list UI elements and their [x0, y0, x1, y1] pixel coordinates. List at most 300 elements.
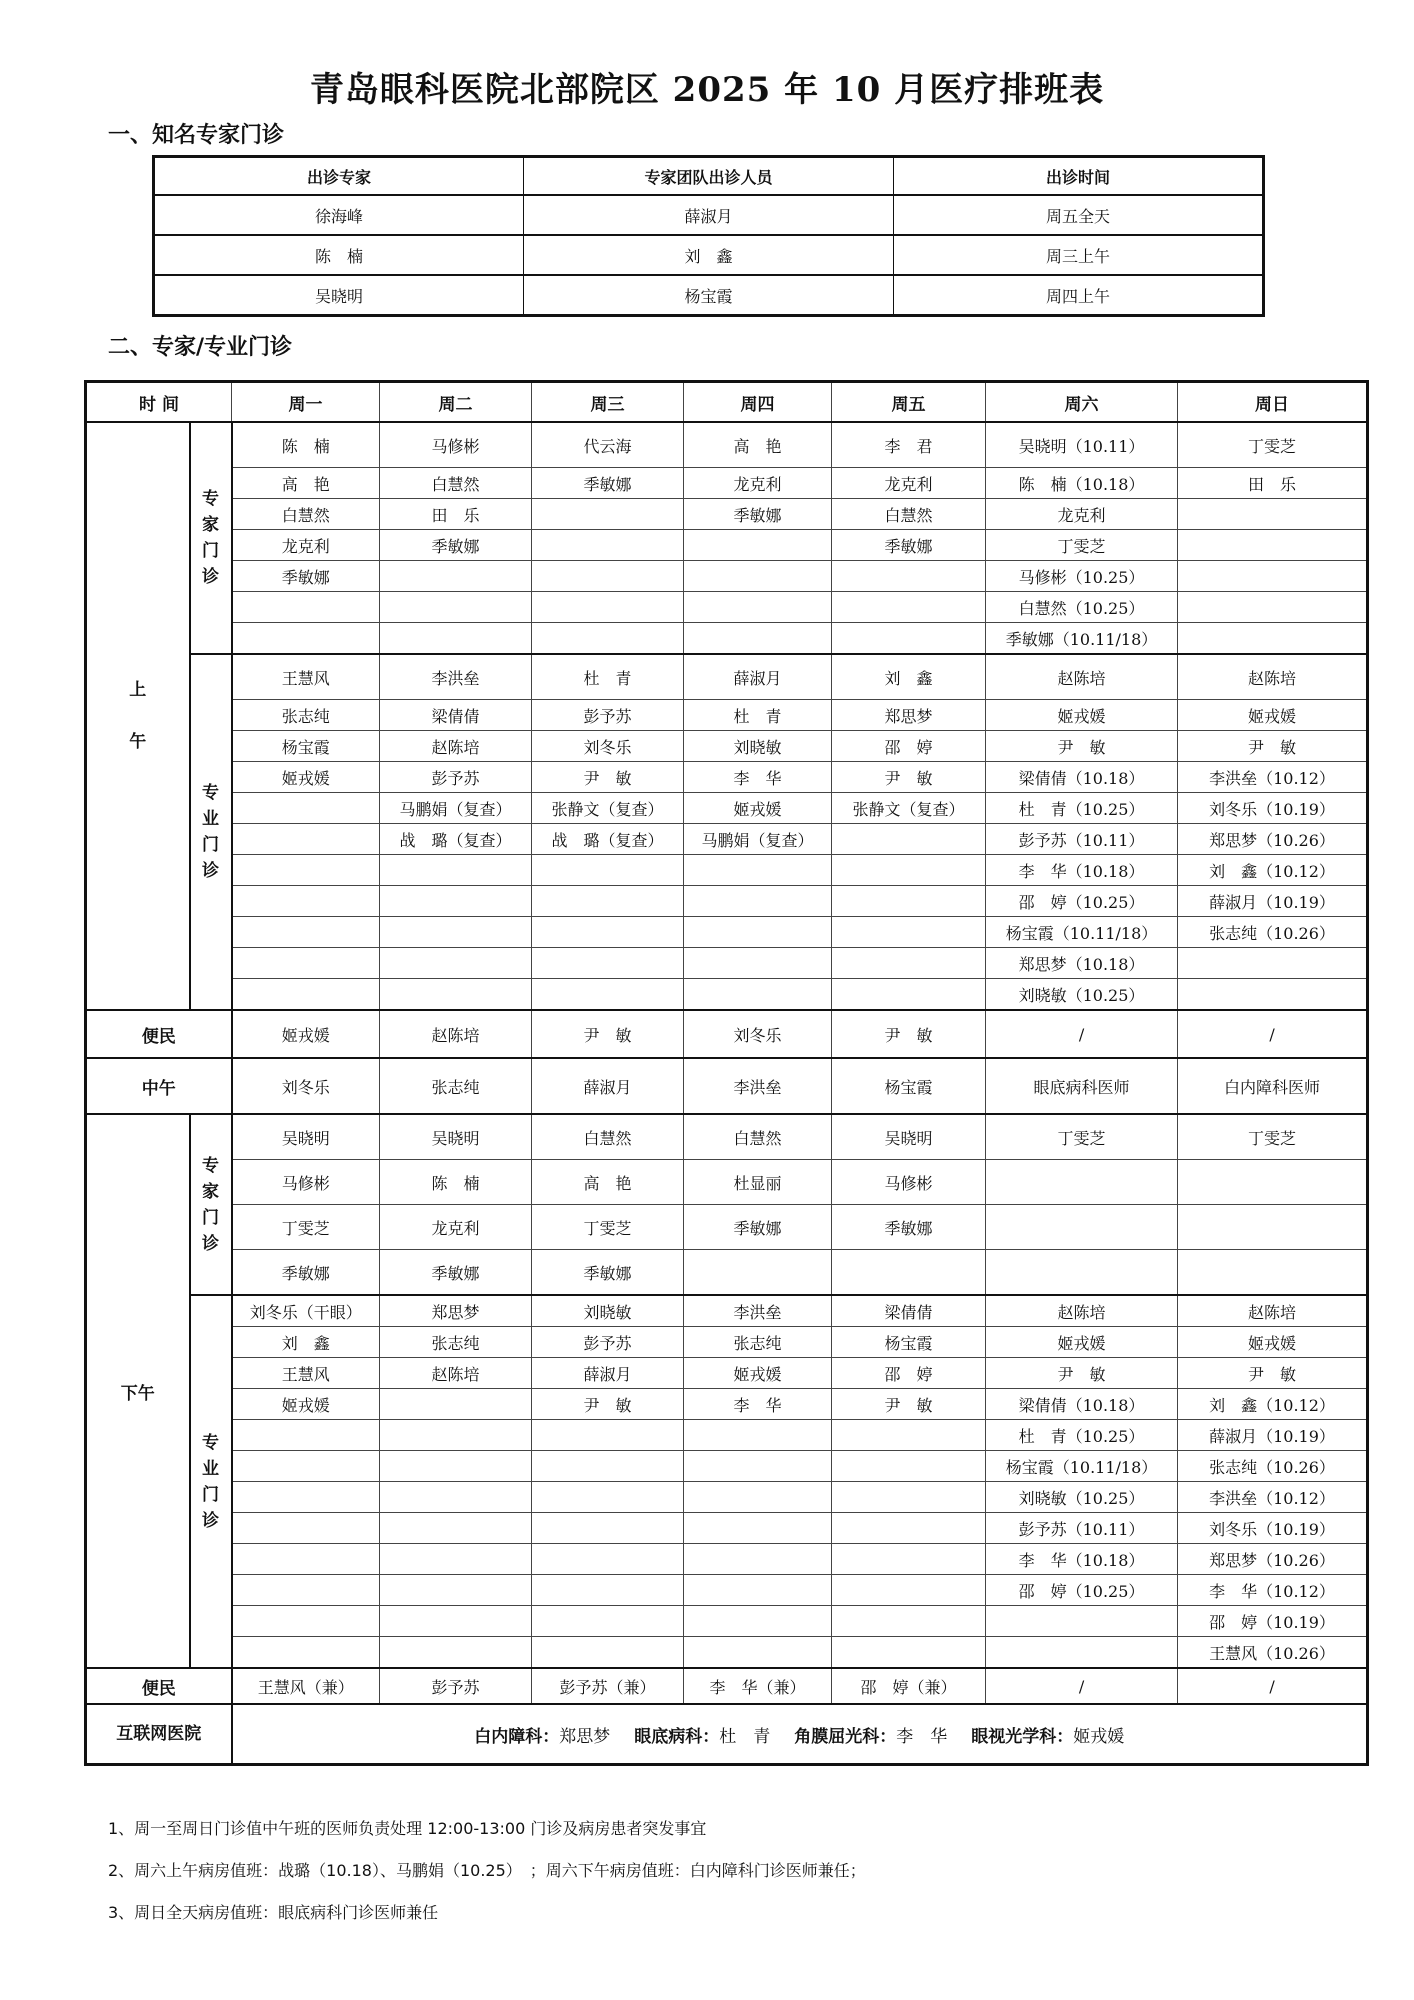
- schedule-cell: [532, 1606, 684, 1637]
- schedule-cell: [832, 1451, 986, 1482]
- schedule-cell: 李 华（10.18）: [986, 855, 1178, 886]
- schedule-cell: [684, 948, 832, 979]
- schedule-cell: 张志纯（10.26）: [1178, 917, 1368, 948]
- schedule-cell: 杜 青: [532, 654, 684, 700]
- schedule-cell: [832, 979, 986, 1011]
- time-header: 时 间: [86, 382, 232, 423]
- schedule-cell: 丁雯芝: [232, 1205, 380, 1250]
- schedule-cell: 杨宝霞: [232, 731, 380, 762]
- schedule-cell: 张志纯: [232, 700, 380, 731]
- schedule-cell: 梁倩倩（10.18）: [986, 762, 1178, 793]
- schedule-cell: 龙克利: [380, 1205, 532, 1250]
- schedule-cell: [232, 1544, 380, 1575]
- schedule-cell: 马修彬: [380, 422, 532, 468]
- schedule-cell: [1178, 623, 1368, 655]
- schedule-cell: 薛淑月: [684, 654, 832, 700]
- schedule-cell: [380, 1637, 532, 1669]
- schedule-cell: 张静文（复查）: [832, 793, 986, 824]
- table-row: [86, 1160, 1368, 1205]
- schedule-cell: [380, 1482, 532, 1513]
- table-row: [86, 499, 1368, 530]
- schedule-cell: 姬戎媛: [232, 1010, 380, 1058]
- schedule-cell: [380, 1606, 532, 1637]
- schedule-cell: [684, 855, 832, 886]
- schedule-cell: 陈 楠（10.18）: [986, 468, 1178, 499]
- table-row: [86, 1513, 1368, 1544]
- schedule-cell: 季敏娜（10.11/18）: [986, 623, 1178, 655]
- schedule-cell: [832, 592, 986, 623]
- schedule-cell: [532, 530, 684, 561]
- schedule-cell: [684, 917, 832, 948]
- schedule-cell: 姬戎媛: [232, 762, 380, 793]
- table-row: [86, 1420, 1368, 1451]
- schedule-cell: 刘晓敏（10.25）: [986, 979, 1178, 1011]
- schedule-cell: [684, 979, 832, 1011]
- internet-dept-item: [971, 1727, 1124, 1747]
- schedule-cell: [532, 1451, 684, 1482]
- table-row: [86, 762, 1368, 793]
- schedule-cell: 季敏娜: [832, 530, 986, 561]
- dept-label: 白内障科：: [474, 1726, 560, 1747]
- table-row: [86, 824, 1368, 855]
- schedule-header: [86, 382, 1368, 423]
- schedule-cell: 田 乐: [1178, 468, 1368, 499]
- team-member: 薛淑月: [524, 195, 894, 235]
- schedule-cell: 龙克利: [986, 499, 1178, 530]
- schedule-cell: 梁倩倩（10.18）: [986, 1389, 1178, 1420]
- schedule-cell: 高 艳: [684, 422, 832, 468]
- schedule-cell: [532, 1420, 684, 1451]
- expert-clinic-table: [152, 155, 1265, 317]
- schedule-cell: 李 华（10.18）: [986, 1544, 1178, 1575]
- table-row: [86, 1010, 1368, 1058]
- table-row: [154, 195, 1264, 235]
- schedule-cell: 彭予苏: [532, 1327, 684, 1358]
- table-row: [86, 700, 1368, 731]
- schedule-cell: [986, 1606, 1178, 1637]
- doctor-name: 李 华: [896, 1726, 948, 1747]
- schedule-cell: 薛淑月（10.19）: [1178, 886, 1368, 917]
- schedule-cell: 赵陈培: [1178, 1295, 1368, 1327]
- schedule-cell: [1178, 948, 1368, 979]
- schedule-cell: 赵陈培: [380, 1010, 532, 1058]
- schedule-cell: [532, 1482, 684, 1513]
- schedule-cell: 李洪垒: [684, 1295, 832, 1327]
- schedule-cell: 丁雯芝: [1178, 1114, 1368, 1160]
- schedule-cell: 龙克利: [832, 468, 986, 499]
- schedule-cell: 彭予苏: [380, 1668, 532, 1704]
- team-member: 杨宝霞: [524, 275, 894, 316]
- schedule-cell: 刘冬乐: [684, 1010, 832, 1058]
- schedule-cell: [232, 793, 380, 824]
- table-row: [86, 979, 1368, 1011]
- schedule-cell: [684, 1637, 832, 1669]
- schedule-cell: 刘冬乐: [232, 1058, 380, 1114]
- schedule-cell: [380, 1575, 532, 1606]
- table-row: [86, 1114, 1368, 1160]
- schedule-cell: [232, 1606, 380, 1637]
- schedule-cell: 丁雯芝: [1178, 422, 1368, 468]
- table-row: [86, 917, 1368, 948]
- schedule-cell: 尹 敏: [986, 731, 1178, 762]
- schedule-cell: 马修彬: [832, 1160, 986, 1205]
- schedule-cell: [684, 592, 832, 623]
- internet-hospital-doctors: [232, 1704, 1368, 1765]
- schedule-cell: 张志纯: [380, 1058, 532, 1114]
- schedule-cell: [380, 979, 532, 1011]
- schedule-cell: [532, 1575, 684, 1606]
- table-row: [86, 1575, 1368, 1606]
- schedule-cell: [832, 948, 986, 979]
- schedule-cell: [380, 592, 532, 623]
- morning-label: 上 午: [86, 422, 190, 1010]
- table-row: [86, 1205, 1368, 1250]
- schedule-cell: 白慧然（10.25）: [986, 592, 1178, 623]
- table-row: [86, 855, 1368, 886]
- table-row: [86, 592, 1368, 623]
- specialty-clinic-label: 专 业 门 诊: [190, 654, 232, 1010]
- schedule-cell: 杨宝霞（10.11/18）: [986, 917, 1178, 948]
- schedule-cell: [1178, 1250, 1368, 1296]
- schedule-cell: 张志纯: [684, 1327, 832, 1358]
- schedule-cell: 赵陈培: [380, 731, 532, 762]
- schedule-cell: 刘冬乐: [532, 731, 684, 762]
- schedule-cell: 季敏娜: [380, 1250, 532, 1296]
- schedule-cell: 高 艳: [232, 468, 380, 499]
- schedule-cell: /: [986, 1668, 1178, 1704]
- expert-clinic-label: 专 家 门 诊: [190, 422, 232, 654]
- internet-dept-item: [474, 1727, 610, 1747]
- schedule-cell: 季敏娜: [380, 530, 532, 561]
- schedule-cell: [532, 917, 684, 948]
- schedule-cell: 尹 敏: [832, 1010, 986, 1058]
- day-header: 周五: [832, 382, 986, 423]
- schedule-cell: 薛淑月: [532, 1358, 684, 1389]
- schedule-cell: 李 华: [684, 1389, 832, 1420]
- schedule-cell: 刘 鑫: [832, 654, 986, 700]
- schedule-cell: 邵 婷（兼）: [832, 1668, 986, 1704]
- schedule-cell: 赵陈培: [380, 1358, 532, 1389]
- schedule-cell: [380, 855, 532, 886]
- schedule-cell: 梁倩倩: [832, 1295, 986, 1327]
- table-row: [86, 1637, 1368, 1669]
- expert-name: 徐海峰: [154, 195, 524, 235]
- schedule-cell: 王慧风（10.26）: [1178, 1637, 1368, 1669]
- schedule-cell: [232, 1575, 380, 1606]
- table-row: [86, 623, 1368, 655]
- schedule-cell: [1178, 979, 1368, 1011]
- schedule-cell: [1178, 1160, 1368, 1205]
- schedule-cell: 张志纯: [380, 1327, 532, 1358]
- schedule-cell: 邵 婷（10.19）: [1178, 1606, 1368, 1637]
- schedule-cell: [684, 623, 832, 655]
- header-cell: 出诊时间: [894, 157, 1264, 196]
- schedule-cell: [380, 1420, 532, 1451]
- schedule-cell: 尹 敏: [832, 1389, 986, 1420]
- schedule-cell: [832, 623, 986, 655]
- schedule-cell: [532, 1544, 684, 1575]
- schedule-cell: [684, 1420, 832, 1451]
- schedule-cell: 季敏娜: [232, 561, 380, 592]
- schedule-cell: 张静文（复查）: [532, 793, 684, 824]
- schedule-cell: [232, 917, 380, 948]
- schedule-cell: [232, 1420, 380, 1451]
- table-row: [86, 1544, 1368, 1575]
- schedule-cell: 白慧然: [684, 1114, 832, 1160]
- schedule-cell: 李 华（兼）: [684, 1668, 832, 1704]
- schedule-cell: 姬戎媛: [986, 700, 1178, 731]
- schedule-cell: [684, 530, 832, 561]
- schedule-cell: 姬戎媛: [232, 1389, 380, 1420]
- schedule-cell: 尹 敏: [532, 1010, 684, 1058]
- schedule-cell: 王慧风: [232, 654, 380, 700]
- schedule-cell: [232, 592, 380, 623]
- table-row: [86, 561, 1368, 592]
- doctor-name: 姬戎媛: [1073, 1726, 1125, 1747]
- schedule-cell: 白慧然: [832, 499, 986, 530]
- schedule-cell: [380, 1513, 532, 1544]
- schedule-cell: 尹 敏: [532, 1389, 684, 1420]
- schedule-cell: 马修彬: [232, 1160, 380, 1205]
- schedule-cell: [380, 917, 532, 948]
- schedule-cell: 邵 婷: [832, 1358, 986, 1389]
- expert-name: 陈 楠: [154, 235, 524, 275]
- weekly-schedule-table: [84, 380, 1369, 1766]
- clinic-time: 周四上午: [894, 275, 1264, 316]
- schedule-cell: [380, 561, 532, 592]
- schedule-cell: [232, 623, 380, 655]
- schedule-cell: [532, 855, 684, 886]
- table-row: [86, 422, 1368, 468]
- schedule-cell: 丁雯芝: [986, 1114, 1178, 1160]
- schedule-cell: 眼底病科医师: [986, 1058, 1178, 1114]
- schedule-cell: 杜 青（10.25）: [986, 793, 1178, 824]
- table-row: [86, 793, 1368, 824]
- schedule-cell: [684, 1606, 832, 1637]
- schedule-cell: [232, 1482, 380, 1513]
- table-row: [86, 468, 1368, 499]
- schedule-cell: [1178, 530, 1368, 561]
- schedule-cell: 杜显丽: [684, 1160, 832, 1205]
- schedule-cell: [832, 1420, 986, 1451]
- internet-dept-item: [634, 1727, 770, 1747]
- schedule-cell: 李洪垒（10.12）: [1178, 762, 1368, 793]
- table-row: [86, 1451, 1368, 1482]
- schedule-cell: [232, 1513, 380, 1544]
- day-header: 周三: [532, 382, 684, 423]
- schedule-cell: 王慧风（兼）: [232, 1668, 380, 1704]
- afternoon-label: 下午: [86, 1114, 190, 1668]
- schedule-cell: /: [986, 1010, 1178, 1058]
- schedule-cell: 邵 婷（10.25）: [986, 886, 1178, 917]
- schedule-cell: [684, 561, 832, 592]
- schedule-cell: 彭予苏（兼）: [532, 1668, 684, 1704]
- schedule-cell: [232, 979, 380, 1011]
- schedule-cell: [232, 855, 380, 886]
- schedule-cell: 刘晓敏: [532, 1295, 684, 1327]
- schedule-cell: [832, 1575, 986, 1606]
- dept-label: 角膜屈光科：: [794, 1726, 897, 1747]
- schedule-cell: 郑思梦（10.26）: [1178, 1544, 1368, 1575]
- noon-label: 中午: [86, 1058, 232, 1114]
- table-row: [86, 1058, 1368, 1114]
- schedule-cell: 尹 敏: [532, 762, 684, 793]
- schedule-cell: [232, 886, 380, 917]
- schedule-cell: [532, 499, 684, 530]
- schedule-cell: [832, 1544, 986, 1575]
- schedule-cell: /: [1178, 1010, 1368, 1058]
- schedule-cell: [1178, 592, 1368, 623]
- schedule-body: [86, 382, 1368, 1765]
- schedule-cell: [232, 824, 380, 855]
- schedule-cell: 彭予苏: [380, 762, 532, 793]
- schedule-cell: [684, 1575, 832, 1606]
- schedule-cell: 陈 楠: [380, 1160, 532, 1205]
- header-cell: 出诊专家: [154, 157, 524, 196]
- schedule-cell: 姬戎媛: [684, 793, 832, 824]
- schedule-cell: 李 君: [832, 422, 986, 468]
- page-title: 青岛眼科医院北部院区 2025 年 10 月医疗排班表: [309, 70, 1105, 110]
- schedule-cell: 白慧然: [232, 499, 380, 530]
- table-row: [86, 1389, 1368, 1420]
- schedule-cell: 杜 青: [684, 700, 832, 731]
- schedule-cell: [684, 1513, 832, 1544]
- schedule-cell: 尹 敏: [1178, 731, 1368, 762]
- expert-clinic-label: 专 家 门 诊: [190, 1114, 232, 1295]
- dept-label: 眼底病科：: [634, 1726, 720, 1747]
- schedule-cell: 刘晓敏（10.25）: [986, 1482, 1178, 1513]
- schedule-cell: 尹 敏: [986, 1358, 1178, 1389]
- schedule-cell: 杨宝霞: [832, 1327, 986, 1358]
- schedule-cell: [832, 561, 986, 592]
- day-header: 周六: [986, 382, 1178, 423]
- schedule-cell: 薛淑月: [532, 1058, 684, 1114]
- schedule-cell: 尹 敏: [832, 762, 986, 793]
- schedule-cell: 彭予苏: [532, 700, 684, 731]
- schedule-cell: 彭予苏（10.11）: [986, 824, 1178, 855]
- table-row: [154, 235, 1264, 275]
- schedule-cell: 彭予苏（10.11）: [986, 1513, 1178, 1544]
- schedule-cell: 李 华（10.12）: [1178, 1575, 1368, 1606]
- schedule-cell: [1178, 1205, 1368, 1250]
- table-row: [154, 275, 1264, 316]
- schedule-cell: 郑思梦: [832, 700, 986, 731]
- clinic-time: 周三上午: [894, 235, 1264, 275]
- schedule-cell: /: [1178, 1668, 1368, 1704]
- schedule-cell: [380, 948, 532, 979]
- table-row: [86, 1668, 1368, 1704]
- table-row: [86, 1358, 1368, 1389]
- schedule-cell: 丁雯芝: [986, 530, 1178, 561]
- schedule-cell: [684, 1544, 832, 1575]
- table-row: [86, 1327, 1368, 1358]
- schedule-cell: [380, 1389, 532, 1420]
- bianmin-label: 便民: [86, 1010, 232, 1058]
- table-row: [86, 1482, 1368, 1513]
- table-row: [86, 1606, 1368, 1637]
- schedule-cell: 吴晓明（10.11）: [986, 422, 1178, 468]
- schedule-cell: [832, 886, 986, 917]
- schedule-cell: 杨宝霞: [832, 1058, 986, 1114]
- schedule-cell: 战 璐（复查）: [380, 824, 532, 855]
- schedule-cell: 刘晓敏: [684, 731, 832, 762]
- schedule-cell: [532, 592, 684, 623]
- schedule-cell: [832, 855, 986, 886]
- schedule-cell: 季敏娜: [532, 1250, 684, 1296]
- schedule-cell: 季敏娜: [832, 1205, 986, 1250]
- schedule-cell: 季敏娜: [232, 1250, 380, 1296]
- day-header: 周二: [380, 382, 532, 423]
- schedule-cell: 刘 鑫（10.12）: [1178, 855, 1368, 886]
- schedule-cell: [986, 1250, 1178, 1296]
- schedule-cell: [986, 1160, 1178, 1205]
- schedule-cell: 马鹏娟（复查）: [684, 824, 832, 855]
- schedule-cell: 吴晓明: [380, 1114, 532, 1160]
- schedule-cell: 刘 鑫: [232, 1327, 380, 1358]
- schedule-cell: 姬戎媛: [986, 1327, 1178, 1358]
- schedule-cell: [832, 824, 986, 855]
- expert-name: 吴晓明: [154, 275, 524, 316]
- schedule-cell: [684, 1451, 832, 1482]
- schedule-cell: 李 华: [684, 762, 832, 793]
- schedule-cell: [684, 886, 832, 917]
- schedule-cell: [532, 561, 684, 592]
- bianmin-label: 便民: [86, 1668, 232, 1704]
- schedule-cell: [532, 1637, 684, 1669]
- internet-dept-item: [794, 1727, 947, 1747]
- header-cell: 专家团队出诊人员: [524, 157, 894, 196]
- schedule-cell: [232, 1451, 380, 1482]
- schedule-cell: 杜 青（10.25）: [986, 1420, 1178, 1451]
- schedule-cell: 邵 婷: [832, 731, 986, 762]
- schedule-cell: [1178, 499, 1368, 530]
- schedule-cell: 陈 楠: [232, 422, 380, 468]
- table-row: [86, 1704, 1368, 1765]
- schedule-cell: 姬戎媛: [1178, 700, 1368, 731]
- schedule-cell: [986, 1637, 1178, 1669]
- schedule-cell: [380, 1451, 532, 1482]
- schedule-cell: 杨宝霞（10.11/18）: [986, 1451, 1178, 1482]
- schedule-cell: [684, 1250, 832, 1296]
- schedule-cell: 高 艳: [532, 1160, 684, 1205]
- section-specialty-clinic-title: 二、专家/专业门诊: [108, 335, 293, 360]
- schedule-cell: 刘 鑫（10.12）: [1178, 1389, 1368, 1420]
- schedule-cell: 王慧风: [232, 1358, 380, 1389]
- internet-hospital-label: 互联网医院: [86, 1704, 232, 1765]
- schedule-cell: 郑思梦: [380, 1295, 532, 1327]
- schedule-cell: 李洪垒: [380, 654, 532, 700]
- day-header: 周四: [684, 382, 832, 423]
- schedule-cell: 郑思梦（10.26）: [1178, 824, 1368, 855]
- section-famous-experts-title: 一、知名专家门诊: [108, 123, 285, 148]
- schedule-cell: 龙克利: [684, 468, 832, 499]
- schedule-cell: [832, 1606, 986, 1637]
- schedule-cell: 吴晓明: [832, 1114, 986, 1160]
- schedule-cell: [986, 1205, 1178, 1250]
- schedule-cell: 战 璐（复查）: [532, 824, 684, 855]
- schedule-cell: [832, 1482, 986, 1513]
- table-row: [86, 1250, 1368, 1296]
- table-row: [86, 886, 1368, 917]
- schedule-cell: 季敏娜: [684, 499, 832, 530]
- schedule-cell: 郑思梦（10.18）: [986, 948, 1178, 979]
- schedule-cell: 马鹏娟（复查）: [380, 793, 532, 824]
- schedule-cell: [380, 886, 532, 917]
- specialty-clinic-label: 专 业 门 诊: [190, 1295, 232, 1668]
- table-row: [86, 530, 1368, 561]
- schedule-cell: 李洪垒（10.12）: [1178, 1482, 1368, 1513]
- doctor-name: 杜 青: [719, 1726, 771, 1747]
